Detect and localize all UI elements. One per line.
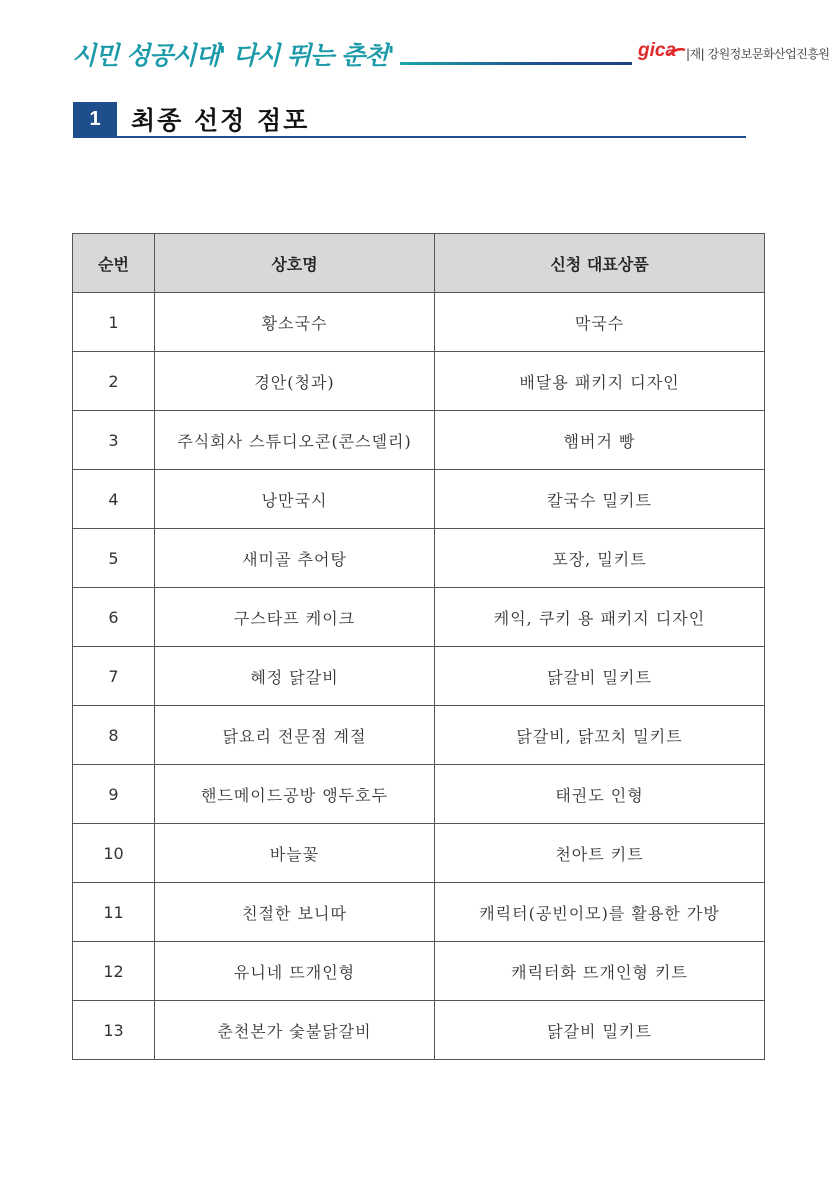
- row-store-name: 유니네 뜨개인형: [155, 942, 435, 1001]
- org-name: |재| 강원정보문화산업진흥원: [686, 47, 830, 61]
- row-product: 닭갈비 밀키트: [435, 1001, 765, 1060]
- row-store-name: 친절한 보니따: [155, 883, 435, 942]
- table-row: [73, 883, 765, 942]
- header-number: 순번: [73, 234, 155, 293]
- row-store-name: 경안(청과): [155, 352, 435, 411]
- row-store-name: 구스타프 케이크: [155, 588, 435, 647]
- section-divider: [73, 136, 746, 138]
- row-number: 8: [73, 706, 155, 765]
- row-number: 6: [73, 588, 155, 647]
- row-number: 3: [73, 411, 155, 470]
- table-row: [73, 293, 765, 352]
- gica-logo: gica: [638, 40, 677, 61]
- row-product: 포장, 밀키트: [435, 529, 765, 588]
- row-number: 13: [73, 1001, 155, 1060]
- table-row: [73, 470, 765, 529]
- table-header-row: [73, 234, 765, 293]
- row-number: 7: [73, 647, 155, 706]
- row-product: 천아트 키트: [435, 824, 765, 883]
- row-product: 닭갈비, 닭꼬치 밀키트: [435, 706, 765, 765]
- page-header: [72, 36, 830, 76]
- row-product: 칼국수 밀키트: [435, 470, 765, 529]
- row-number: 11: [73, 883, 155, 942]
- slogan-text: 시민 성공시대' 다시 뛰는 춘천': [72, 41, 394, 70]
- row-number: 9: [73, 765, 155, 824]
- row-store-name: 혜정 닭갈비: [155, 647, 435, 706]
- table-row: [73, 411, 765, 470]
- header-product: 신청 대표상품: [435, 234, 765, 293]
- selected-stores-table: [72, 233, 765, 1060]
- row-product: 닭갈비 밀키트: [435, 647, 765, 706]
- slogan-underline: [400, 62, 632, 65]
- table-row: [73, 824, 765, 883]
- section-heading: [73, 100, 746, 138]
- row-number: 2: [73, 352, 155, 411]
- section-number: 1: [73, 102, 117, 136]
- row-product: 햄버거 빵: [435, 411, 765, 470]
- row-product: 캐릭터화 뜨개인형 키트: [435, 942, 765, 1001]
- table-row: [73, 588, 765, 647]
- row-store-name: 황소국수: [155, 293, 435, 352]
- row-number: 10: [73, 824, 155, 883]
- row-store-name: 핸드메이드공방 앵두호두: [155, 765, 435, 824]
- table-row: [73, 765, 765, 824]
- row-store-name: 주식회사 스튜디오콘(콘스델리): [155, 411, 435, 470]
- table-row: [73, 647, 765, 706]
- table-row: [73, 529, 765, 588]
- row-store-name: 닭요리 전문점 계절: [155, 706, 435, 765]
- table-row: [73, 706, 765, 765]
- row-product: 막국수: [435, 293, 765, 352]
- row-product: 캐릭터(공빈이모)를 활용한 가방: [435, 883, 765, 942]
- header-store-name: 상호명: [155, 234, 435, 293]
- row-number: 5: [73, 529, 155, 588]
- table-row: [73, 942, 765, 1001]
- row-number: 4: [73, 470, 155, 529]
- table-row: [73, 1001, 765, 1060]
- row-store-name: 낭만국시: [155, 470, 435, 529]
- row-number: 12: [73, 942, 155, 1001]
- row-product: 배달용 패키지 디자인: [435, 352, 765, 411]
- row-product: 케익, 쿠키 용 패키지 디자인: [435, 588, 765, 647]
- logo-swoosh-icon: [668, 46, 686, 58]
- row-number: 1: [73, 293, 155, 352]
- row-product: 태권도 인형: [435, 765, 765, 824]
- row-store-name: 바늘꽃: [155, 824, 435, 883]
- section-title: 최종 선정 점포: [131, 106, 310, 135]
- table-row: [73, 352, 765, 411]
- row-store-name: 춘천본가 숯불닭갈비: [155, 1001, 435, 1060]
- row-store-name: 새미골 추어탕: [155, 529, 435, 588]
